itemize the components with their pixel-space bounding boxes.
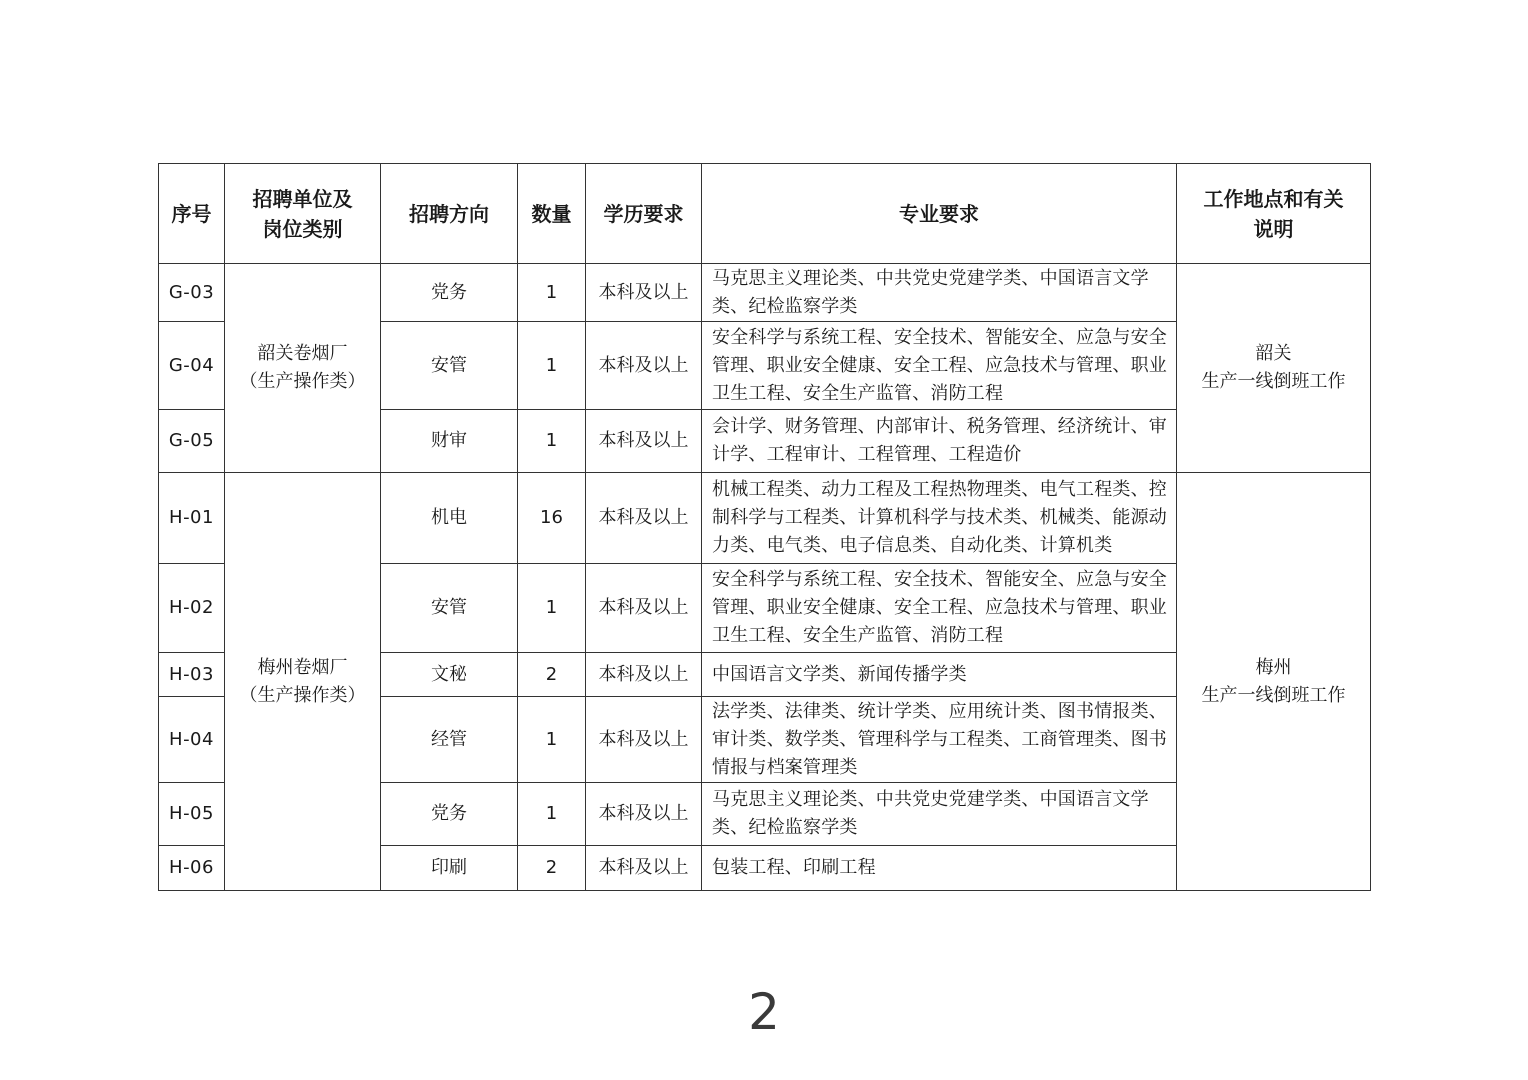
header-unit-line1: 招聘单位及 bbox=[252, 186, 353, 211]
location-name: 韶关 bbox=[1255, 343, 1292, 364]
major-cell: 安全科学与系统工程、安全技术、智能安全、应急与安全管理、职业安全健康、安全工程、应急技术与管理、职业卫生工程、安全生产监管、消防工程 bbox=[702, 564, 1177, 653]
header-unit bbox=[225, 164, 381, 264]
count-cell: 1 bbox=[518, 264, 586, 322]
header-serial: 序号 bbox=[159, 164, 225, 264]
header-education: 学历要求 bbox=[586, 164, 702, 264]
direction-cell: 机电 bbox=[381, 473, 518, 564]
direction-cell: 印刷 bbox=[381, 846, 518, 891]
education-cell: 本科及以上 bbox=[586, 783, 702, 846]
count-cell: 1 bbox=[518, 410, 586, 473]
count-cell: 1 bbox=[518, 697, 586, 783]
direction-cell: 党务 bbox=[381, 783, 518, 846]
major-cell: 安全科学与系统工程、安全技术、智能安全、应急与安全管理、职业安全健康、安全工程、应急技术与管理、职业卫生工程、安全生产监管、消防工程 bbox=[702, 322, 1177, 410]
serial-cell: G-05 bbox=[159, 410, 225, 473]
count-cell: 16 bbox=[518, 473, 586, 564]
direction-cell: 财审 bbox=[381, 410, 518, 473]
direction-cell: 经管 bbox=[381, 697, 518, 783]
header-major: 专业要求 bbox=[702, 164, 1177, 264]
serial-cell: G-03 bbox=[159, 264, 225, 322]
serial-cell: H-01 bbox=[159, 473, 225, 564]
location-note: 生产一线倒班工作 bbox=[1201, 684, 1346, 706]
major-cell: 马克思主义理论类、中共党史党建学类、中国语言文学类、纪检监察学类 bbox=[702, 264, 1177, 322]
header-location bbox=[1177, 164, 1371, 264]
unit-name: 韶关卷烟厂 bbox=[257, 343, 348, 364]
education-cell: 本科及以上 bbox=[586, 697, 702, 783]
education-cell: 本科及以上 bbox=[586, 410, 702, 473]
education-cell: 本科及以上 bbox=[586, 846, 702, 891]
major-cell: 中国语言文学类、新闻传播学类 bbox=[702, 653, 1177, 697]
education-cell: 本科及以上 bbox=[586, 473, 702, 564]
direction-cell: 安管 bbox=[381, 564, 518, 653]
header-location-line2: 说明 bbox=[1253, 216, 1294, 241]
major-cell: 包装工程、印刷工程 bbox=[702, 846, 1177, 891]
education-cell: 本科及以上 bbox=[586, 653, 702, 697]
unit-cell-meizhou bbox=[225, 473, 381, 891]
count-cell: 1 bbox=[518, 783, 586, 846]
direction-cell: 文秘 bbox=[381, 653, 518, 697]
direction-cell: 安管 bbox=[381, 322, 518, 410]
unit-cell-shaoguan bbox=[225, 264, 381, 473]
unit-type: （生产操作类） bbox=[239, 684, 366, 706]
serial-cell: H-03 bbox=[159, 653, 225, 697]
major-cell: 机械工程类、动力工程及工程热物理类、电气工程类、控制科学与工程类、计算机科学与技术类、机械类、能源动力类、电气类、电子信息类、自动化类、计算机类 bbox=[702, 473, 1177, 564]
count-cell: 2 bbox=[518, 846, 586, 891]
header-row bbox=[159, 164, 1371, 264]
recruitment-table bbox=[158, 163, 1371, 891]
direction-cell: 党务 bbox=[381, 264, 518, 322]
header-location-line1: 工作地点和有关 bbox=[1203, 186, 1344, 211]
major-cell: 马克思主义理论类、中共党史党建学类、中国语言文学类、纪检监察学类 bbox=[702, 783, 1177, 846]
major-cell: 会计学、财务管理、内部审计、税务管理、经济统计、审计学、工程审计、工程管理、工程造价 bbox=[702, 410, 1177, 473]
serial-cell: H-06 bbox=[159, 846, 225, 891]
page-number: 2 bbox=[748, 983, 780, 1041]
serial-cell: H-05 bbox=[159, 783, 225, 846]
count-cell: 1 bbox=[518, 564, 586, 653]
serial-cell: H-02 bbox=[159, 564, 225, 653]
count-cell: 1 bbox=[518, 322, 586, 410]
major-cell: 法学类、法律类、统计学类、应用统计类、图书情报类、审计类、数学类、管理科学与工程类、工商管理类、图书情报与档案管理类 bbox=[702, 697, 1177, 783]
serial-cell: G-04 bbox=[159, 322, 225, 410]
education-cell: 本科及以上 bbox=[586, 564, 702, 653]
table-row bbox=[159, 264, 1371, 322]
education-cell: 本科及以上 bbox=[586, 322, 702, 410]
header-count: 数量 bbox=[518, 164, 586, 264]
location-cell-shaoguan bbox=[1177, 264, 1371, 473]
header-unit-line2: 岗位类别 bbox=[262, 216, 343, 241]
count-cell: 2 bbox=[518, 653, 586, 697]
unit-name: 梅州卷烟厂 bbox=[257, 656, 348, 678]
education-cell: 本科及以上 bbox=[586, 264, 702, 322]
table-row bbox=[159, 473, 1371, 564]
location-name: 梅州 bbox=[1255, 656, 1292, 678]
serial-cell: H-04 bbox=[159, 697, 225, 783]
header-direction: 招聘方向 bbox=[381, 164, 518, 264]
location-cell-meizhou bbox=[1177, 473, 1371, 891]
unit-type: （生产操作类） bbox=[239, 371, 366, 392]
location-note: 生产一线倒班工作 bbox=[1201, 371, 1346, 392]
